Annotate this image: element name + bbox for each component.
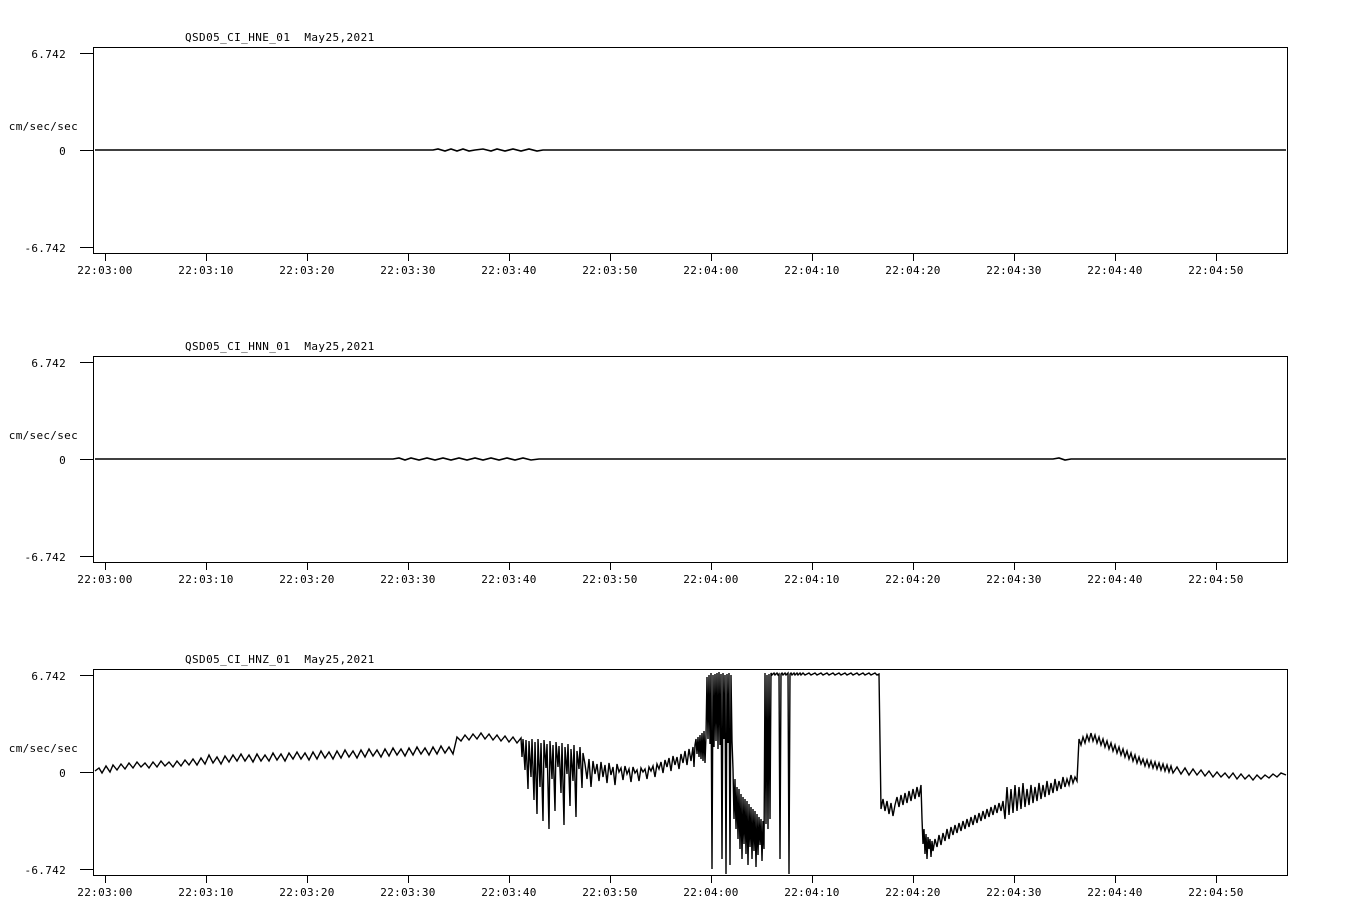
panel-hnz-xtick-label: 22:04:00 [683,886,739,899]
panel-hnz [0,612,1358,924]
panel-hnn-ylabel: cm/sec/sec [8,429,78,442]
panel-hne-xtick-label: 22:04:20 [885,264,941,277]
panel-hnz-title: QSD05_CI_HNZ_01 May25,2021 [185,653,375,666]
panel-hnn-xtick-label: 22:03:40 [481,573,537,586]
panel-hne-xtick-label: 22:03:30 [380,264,436,277]
panel-hnn-xtick-label: 22:04:40 [1087,573,1143,586]
panel-hne-xtick-label: 22:03:40 [481,264,537,277]
panel-hnz-xtick-mark [206,876,207,883]
panel-hnz-xtick-label: 22:04:10 [784,886,840,899]
panel-hne-ytick-mark-bot [80,247,93,248]
panel-hne-xtick-mark [206,254,207,261]
panel-hnz-xtick-mark [711,876,712,883]
panel-hnn-ytick-mid: 0 [59,454,66,467]
panel-hnn-xtick-label: 22:04:10 [784,573,840,586]
panel-hnz-xtick-label: 22:03:40 [481,886,537,899]
panel-hnz-ytick-bot: -6.742 [24,864,66,877]
panel-hne-xtick-mark [913,254,914,261]
panel-hne-xtick-label: 22:03:20 [279,264,335,277]
panel-hne-xtick-label: 22:04:00 [683,264,739,277]
panel-hnn-xtick-label: 22:03:00 [77,573,133,586]
panel-hnz-xtick-label: 22:04:50 [1188,886,1244,899]
panel-hne-ytick-mark-top [80,53,93,54]
panel-hnn-xtick-mark [1216,563,1217,570]
panel-hnz-ytick-top: 6.742 [31,670,66,683]
panel-hnz-xtick-label: 22:03:50 [582,886,638,899]
panel-hnn-xtick-mark [711,563,712,570]
panel-hnn-xtick-label: 22:03:50 [582,573,638,586]
panel-hnz-xtick-label: 22:03:00 [77,886,133,899]
panel-hnn-xtick-label: 22:03:10 [178,573,234,586]
panel-hnz-xtick-mark [307,876,308,883]
panel-hne-xtick-mark [1115,254,1116,261]
panel-hne-xtick-mark [812,254,813,261]
panel-hnz-ytick-mark-bot [80,869,93,870]
panel-hnz-xtick-label: 22:04:20 [885,886,941,899]
panel-hnn-xtick-mark [1115,563,1116,570]
panel-hne [0,0,1358,290]
panel-hnn-xtick-label: 22:03:20 [279,573,335,586]
panel-hnz-xtick-label: 22:03:10 [178,886,234,899]
panel-hne-ylabel: cm/sec/sec [8,120,78,133]
panel-hnn-ytick-top: 6.742 [31,357,66,370]
panel-hne-title: QSD05_CI_HNE_01 May25,2021 [185,31,375,44]
panel-hne-xtick-label: 22:03:00 [77,264,133,277]
panel-hne-xtick-mark [509,254,510,261]
panel-hne-xtick-mark [610,254,611,261]
panel-hnn-xtick-mark [812,563,813,570]
panel-hne-xtick-mark [1216,254,1217,261]
panel-hnn-xtick-mark [913,563,914,570]
panel-hnn-ytick-bot: -6.742 [24,551,66,564]
panel-hne-xtick-label: 22:04:40 [1087,264,1143,277]
panel-hne-xtick-label: 22:03:50 [582,264,638,277]
panel-hnn-xtick-mark [206,563,207,570]
panel-hne-ytick-top: 6.742 [31,48,66,61]
panel-hne-xtick-label: 22:04:10 [784,264,840,277]
panel-hne-xtick-mark [711,254,712,261]
panel-hne-ytick-mid: 0 [59,145,66,158]
panel-hnz-trace [93,669,1288,876]
panel-hnz-ylabel: cm/sec/sec [8,742,78,755]
panel-hnn-xtick-label: 22:04:50 [1188,573,1244,586]
panel-hnn-title: QSD05_CI_HNN_01 May25,2021 [185,340,375,353]
panel-hnn-xtick-mark [1014,563,1015,570]
panel-hnz-xtick-mark [812,876,813,883]
panel-hnz-xtick-mark [509,876,510,883]
panel-hnz-xtick-label: 22:04:30 [986,886,1042,899]
panel-hnz-xtick-mark [105,876,106,883]
panel-hne-xtick-mark [307,254,308,261]
panel-hnn-xtick-mark [307,563,308,570]
panel-hnn-xtick-mark [610,563,611,570]
panel-hne-xtick-label: 22:03:10 [178,264,234,277]
panel-hnn-xtick-mark [408,563,409,570]
panel-hnz-xtick-label: 22:04:40 [1087,886,1143,899]
panel-hnn-trace [93,356,1288,563]
panel-hnn-ytick-mark-mid [80,459,93,460]
panel-hnn-xtick-label: 22:04:20 [885,573,941,586]
panel-hnn-xtick-mark [509,563,510,570]
panel-hnz-xtick-mark [408,876,409,883]
panel-hnz-xtick-mark [1115,876,1116,883]
panel-hne-ytick-bot: -6.742 [24,242,66,255]
panel-hne-xtick-mark [1014,254,1015,261]
panel-hnz-xtick-mark [1216,876,1217,883]
panel-hne-xtick-label: 22:04:50 [1188,264,1244,277]
panel-hnn-xtick-label: 22:03:30 [380,573,436,586]
panel-hnz-xtick-mark [1014,876,1015,883]
panel-hnz-xtick-mark [913,876,914,883]
panel-hnn-xtick-label: 22:04:00 [683,573,739,586]
panel-hnn-ytick-mark-bot [80,556,93,557]
panel-hnz-xtick-label: 22:03:30 [380,886,436,899]
panel-hne-xtick-mark [408,254,409,261]
panel-hne-ytick-mark-mid [80,150,93,151]
panel-hne-trace [93,47,1288,254]
panel-hnn [0,305,1358,595]
panel-hne-xtick-mark [105,254,106,261]
panel-hnn-xtick-mark [105,563,106,570]
panel-hnn-xtick-label: 22:04:30 [986,573,1042,586]
panel-hnz-xtick-label: 22:03:20 [279,886,335,899]
panel-hnn-ytick-mark-top [80,362,93,363]
panel-hnz-xtick-mark [610,876,611,883]
panel-hne-xtick-label: 22:04:30 [986,264,1042,277]
panel-hnz-ytick-mid: 0 [59,767,66,780]
panel-hnz-ytick-mark-mid [80,772,93,773]
panel-hnz-ytick-mark-top [80,675,93,676]
